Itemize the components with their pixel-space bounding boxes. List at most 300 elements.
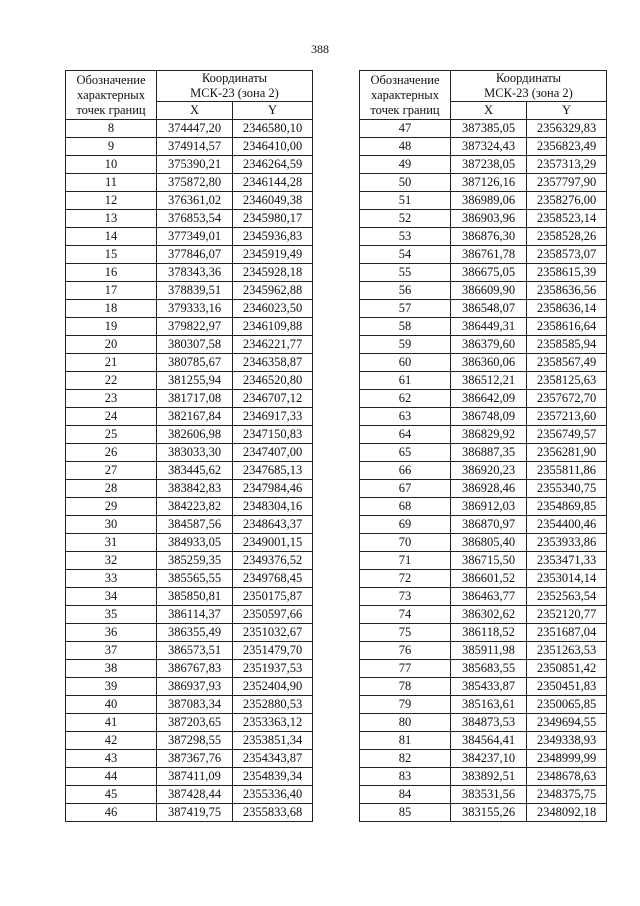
x-coordinate-cell: 386805,40 [451, 534, 527, 552]
y-coordinate-cell: 2358125,63 [527, 372, 607, 390]
point-id-cell: 44 [66, 768, 157, 786]
y-coordinate-cell: 2358276,00 [527, 192, 607, 210]
point-id-cell: 34 [66, 588, 157, 606]
table-row [360, 696, 607, 714]
x-coordinate-cell: 386989,06 [451, 192, 527, 210]
point-id-cell: 27 [66, 462, 157, 480]
x-column-header: X [157, 102, 233, 120]
table-body-right [360, 120, 607, 822]
table-row [66, 786, 313, 804]
point-id-cell: 22 [66, 372, 157, 390]
y-coordinate-cell: 2346520,80 [233, 372, 313, 390]
table-row [66, 642, 313, 660]
y-coordinate-cell: 2356749,57 [527, 426, 607, 444]
x-coordinate-cell: 387411,09 [157, 768, 233, 786]
y-coordinate-cell: 2345962,88 [233, 282, 313, 300]
point-id-cell: 36 [66, 624, 157, 642]
x-coordinate-cell: 380307,58 [157, 336, 233, 354]
x-coordinate-cell: 386449,31 [451, 318, 527, 336]
table-body-left [66, 120, 313, 822]
y-coordinate-cell: 2346410,00 [233, 138, 313, 156]
y-coordinate-cell: 2346580,10 [233, 120, 313, 138]
point-id-cell: 61 [360, 372, 451, 390]
table-row [360, 498, 607, 516]
x-coordinate-cell: 387203,65 [157, 714, 233, 732]
x-coordinate-cell: 384237,10 [451, 750, 527, 768]
table-row [360, 444, 607, 462]
table-row [360, 642, 607, 660]
table-row [360, 606, 607, 624]
point-id-cell: 29 [66, 498, 157, 516]
table-row [66, 750, 313, 768]
point-id-cell: 41 [66, 714, 157, 732]
y-coordinate-cell: 2346023,50 [233, 300, 313, 318]
table-row [66, 678, 313, 696]
point-id-cell: 62 [360, 390, 451, 408]
table-row [66, 444, 313, 462]
x-coordinate-cell: 386355,49 [157, 624, 233, 642]
y-coordinate-cell: 2354869,85 [527, 498, 607, 516]
y-coordinate-cell: 2347984,46 [233, 480, 313, 498]
x-coordinate-cell: 386748,09 [451, 408, 527, 426]
x-coordinate-cell: 387298,55 [157, 732, 233, 750]
table-row [360, 120, 607, 138]
coordinates-group-header [157, 71, 313, 102]
x-column-header: X [451, 102, 527, 120]
point-id-cell: 42 [66, 732, 157, 750]
x-coordinate-cell: 386601,52 [451, 570, 527, 588]
x-coordinate-cell: 382606,98 [157, 426, 233, 444]
y-coordinate-cell: 2349338,93 [527, 732, 607, 750]
table-row [360, 336, 607, 354]
point-id-cell: 8 [66, 120, 157, 138]
point-label-line-1: Обозначение [76, 72, 146, 87]
table-row [360, 732, 607, 750]
table-row [360, 300, 607, 318]
y-coordinate-cell: 2349768,45 [233, 570, 313, 588]
x-coordinate-cell: 385683,55 [451, 660, 527, 678]
table-row [360, 750, 607, 768]
x-coordinate-cell: 381255,94 [157, 372, 233, 390]
point-id-cell: 73 [360, 588, 451, 606]
y-coordinate-cell: 2346917,33 [233, 408, 313, 426]
table-row [66, 768, 313, 786]
table-row [360, 768, 607, 786]
x-coordinate-cell: 379822,97 [157, 318, 233, 336]
point-label-line-2: характерных [77, 87, 145, 102]
page-number: 388 [311, 42, 329, 56]
x-coordinate-cell: 386642,09 [451, 390, 527, 408]
table-row [66, 480, 313, 498]
point-id-cell: 52 [360, 210, 451, 228]
point-id-cell: 50 [360, 174, 451, 192]
coordinates-table-right [359, 70, 607, 822]
y-coordinate-cell: 2346358,87 [233, 354, 313, 372]
y-coordinate-cell: 2350175,87 [233, 588, 313, 606]
point-id-cell: 9 [66, 138, 157, 156]
y-coordinate-cell: 2358615,39 [527, 264, 607, 282]
point-id-cell: 56 [360, 282, 451, 300]
y-coordinate-cell: 2346264,59 [233, 156, 313, 174]
table-row [360, 678, 607, 696]
table-row [360, 714, 607, 732]
point-id-cell: 78 [360, 678, 451, 696]
point-label-line-1: Обозначение [370, 72, 440, 87]
x-coordinate-cell: 387367,76 [157, 750, 233, 768]
point-id-cell: 13 [66, 210, 157, 228]
coordinates-group-header [451, 71, 607, 102]
point-id-cell: 30 [66, 516, 157, 534]
y-coordinate-cell: 2352563,54 [527, 588, 607, 606]
point-id-cell: 54 [360, 246, 451, 264]
table-row [360, 480, 607, 498]
table-row [66, 246, 313, 264]
x-coordinate-cell: 379333,16 [157, 300, 233, 318]
point-id-cell: 11 [66, 174, 157, 192]
y-coordinate-cell: 2349001,15 [233, 534, 313, 552]
point-id-cell: 23 [66, 390, 157, 408]
table-row [360, 804, 607, 822]
table-row [360, 264, 607, 282]
x-coordinate-cell: 384933,05 [157, 534, 233, 552]
y-coordinate-cell: 2353851,34 [233, 732, 313, 750]
point-id-cell: 46 [66, 804, 157, 822]
y-coordinate-cell: 2345928,18 [233, 264, 313, 282]
y-coordinate-cell: 2352404,90 [233, 678, 313, 696]
table-row [360, 174, 607, 192]
table-row [66, 426, 313, 444]
point-id-cell: 55 [360, 264, 451, 282]
y-coordinate-cell: 2357672,70 [527, 390, 607, 408]
x-coordinate-cell: 387238,05 [451, 156, 527, 174]
table-row [66, 174, 313, 192]
table-row [66, 390, 313, 408]
x-coordinate-cell: 374914,57 [157, 138, 233, 156]
x-coordinate-cell: 386912,03 [451, 498, 527, 516]
y-coordinate-cell: 2356823,49 [527, 138, 607, 156]
table-row [360, 624, 607, 642]
y-coordinate-cell: 2355811,86 [527, 462, 607, 480]
x-coordinate-cell: 382167,84 [157, 408, 233, 426]
y-coordinate-cell: 2347150,83 [233, 426, 313, 444]
table-row [66, 660, 313, 678]
y-coordinate-cell: 2350597,66 [233, 606, 313, 624]
x-coordinate-cell: 383892,51 [451, 768, 527, 786]
point-id-cell: 72 [360, 570, 451, 588]
table-row [360, 660, 607, 678]
y-coordinate-cell: 2358616,64 [527, 318, 607, 336]
x-coordinate-cell: 378839,51 [157, 282, 233, 300]
table-row [66, 210, 313, 228]
point-label-line-3: точек границ [76, 102, 146, 117]
x-coordinate-cell: 384873,53 [451, 714, 527, 732]
y-coordinate-cell: 2345980,17 [233, 210, 313, 228]
x-coordinate-cell: 384587,56 [157, 516, 233, 534]
group-label-line-2: МСК-23 (зона 2) [190, 86, 279, 100]
point-id-cell: 66 [360, 462, 451, 480]
point-id-cell: 70 [360, 534, 451, 552]
x-coordinate-cell: 386114,37 [157, 606, 233, 624]
x-coordinate-cell: 386870,97 [451, 516, 527, 534]
y-coordinate-cell: 2354343,87 [233, 750, 313, 768]
x-coordinate-cell: 375390,21 [157, 156, 233, 174]
table-row [66, 138, 313, 156]
x-coordinate-cell: 385259,35 [157, 552, 233, 570]
table-row [66, 318, 313, 336]
table-row [66, 372, 313, 390]
x-coordinate-cell: 386903,96 [451, 210, 527, 228]
y-coordinate-cell: 2348375,75 [527, 786, 607, 804]
point-id-cell: 10 [66, 156, 157, 174]
point-label-line-3: точек границ [370, 102, 440, 117]
x-coordinate-cell: 385911,98 [451, 642, 527, 660]
x-coordinate-cell: 385565,55 [157, 570, 233, 588]
table-row [360, 570, 607, 588]
x-coordinate-cell: 376853,54 [157, 210, 233, 228]
point-id-cell: 21 [66, 354, 157, 372]
y-coordinate-cell: 2352880,53 [233, 696, 313, 714]
point-id-cell: 43 [66, 750, 157, 768]
y-coordinate-cell: 2345919,49 [233, 246, 313, 264]
x-coordinate-cell: 386715,50 [451, 552, 527, 570]
x-coordinate-cell: 386876,30 [451, 228, 527, 246]
y-coordinate-cell: 2351032,67 [233, 624, 313, 642]
y-coordinate-cell: 2358528,26 [527, 228, 607, 246]
y-coordinate-cell: 2348304,16 [233, 498, 313, 516]
point-id-cell: 37 [66, 642, 157, 660]
point-id-cell: 48 [360, 138, 451, 156]
point-id-cell: 85 [360, 804, 451, 822]
point-id-cell: 16 [66, 264, 157, 282]
x-coordinate-cell: 386920,23 [451, 462, 527, 480]
table-row [66, 498, 313, 516]
y-coordinate-cell: 2357213,60 [527, 408, 607, 426]
point-id-cell: 19 [66, 318, 157, 336]
table-row [360, 192, 607, 210]
y-coordinate-cell: 2352120,77 [527, 606, 607, 624]
table-row [66, 714, 313, 732]
y-coordinate-cell: 2345936,83 [233, 228, 313, 246]
table-row [66, 732, 313, 750]
x-coordinate-cell: 376361,02 [157, 192, 233, 210]
table-row [66, 120, 313, 138]
y-coordinate-cell: 2348643,37 [233, 516, 313, 534]
point-id-cell: 28 [66, 480, 157, 498]
y-coordinate-cell: 2350851,42 [527, 660, 607, 678]
point-id-cell: 65 [360, 444, 451, 462]
table-row [360, 534, 607, 552]
y-coordinate-cell: 2354839,34 [233, 768, 313, 786]
x-coordinate-cell: 385850,81 [157, 588, 233, 606]
x-coordinate-cell: 383033,30 [157, 444, 233, 462]
y-coordinate-cell: 2348092,18 [527, 804, 607, 822]
point-label-header [360, 71, 451, 120]
x-coordinate-cell: 377846,07 [157, 246, 233, 264]
point-id-cell: 33 [66, 570, 157, 588]
y-coordinate-cell: 2354400,46 [527, 516, 607, 534]
x-coordinate-cell: 386937,93 [157, 678, 233, 696]
point-id-cell: 77 [360, 660, 451, 678]
y-coordinate-cell: 2358523,14 [527, 210, 607, 228]
table-row [360, 588, 607, 606]
point-id-cell: 59 [360, 336, 451, 354]
coordinates-table-left [65, 70, 313, 822]
x-coordinate-cell: 386767,83 [157, 660, 233, 678]
y-coordinate-cell: 2353933,86 [527, 534, 607, 552]
table-row [360, 390, 607, 408]
point-id-cell: 24 [66, 408, 157, 426]
x-coordinate-cell: 383155,26 [451, 804, 527, 822]
table-row [360, 210, 607, 228]
point-id-cell: 84 [360, 786, 451, 804]
y-coordinate-cell: 2358573,07 [527, 246, 607, 264]
table-row [66, 534, 313, 552]
y-coordinate-cell: 2348999,99 [527, 750, 607, 768]
point-id-cell: 39 [66, 678, 157, 696]
point-id-cell: 83 [360, 768, 451, 786]
x-coordinate-cell: 386761,78 [451, 246, 527, 264]
point-id-cell: 58 [360, 318, 451, 336]
x-coordinate-cell: 386302,62 [451, 606, 527, 624]
point-id-cell: 75 [360, 624, 451, 642]
y-coordinate-cell: 2358636,14 [527, 300, 607, 318]
table-row [360, 246, 607, 264]
point-id-cell: 79 [360, 696, 451, 714]
group-label-line-2: МСК-23 (зона 2) [484, 86, 573, 100]
point-id-cell: 17 [66, 282, 157, 300]
point-id-cell: 25 [66, 426, 157, 444]
x-coordinate-cell: 387385,05 [451, 120, 527, 138]
y-coordinate-cell: 2349694,55 [527, 714, 607, 732]
point-id-cell: 38 [66, 660, 157, 678]
group-label-line-1: Координаты [201, 71, 268, 85]
x-coordinate-cell: 386463,77 [451, 588, 527, 606]
x-coordinate-cell: 386548,07 [451, 300, 527, 318]
table-row [66, 282, 313, 300]
point-id-cell: 69 [360, 516, 451, 534]
y-coordinate-cell: 2347685,13 [233, 462, 313, 480]
point-label-line-2: характерных [371, 87, 439, 102]
point-id-cell: 76 [360, 642, 451, 660]
point-id-cell: 51 [360, 192, 451, 210]
point-id-cell: 74 [360, 606, 451, 624]
point-id-cell: 12 [66, 192, 157, 210]
y-coordinate-cell: 2353471,33 [527, 552, 607, 570]
point-id-cell: 63 [360, 408, 451, 426]
table-row [66, 336, 313, 354]
table-row [66, 552, 313, 570]
y-coordinate-cell: 2350065,85 [527, 696, 607, 714]
table-row [66, 264, 313, 282]
x-coordinate-cell: 380785,67 [157, 354, 233, 372]
y-coordinate-cell: 2356329,83 [527, 120, 607, 138]
y-coordinate-cell: 2346707,12 [233, 390, 313, 408]
y-coordinate-cell: 2358636,56 [527, 282, 607, 300]
y-column-header: Y [527, 102, 607, 120]
y-coordinate-cell: 2355833,68 [233, 804, 313, 822]
x-coordinate-cell: 384223,82 [157, 498, 233, 516]
x-coordinate-cell: 386379,60 [451, 336, 527, 354]
y-coordinate-cell: 2351937,53 [233, 660, 313, 678]
y-coordinate-cell: 2356281,90 [527, 444, 607, 462]
x-coordinate-cell: 385433,87 [451, 678, 527, 696]
x-coordinate-cell: 387419,75 [157, 804, 233, 822]
y-coordinate-cell: 2346144,28 [233, 174, 313, 192]
y-coordinate-cell: 2347407,00 [233, 444, 313, 462]
point-id-cell: 82 [360, 750, 451, 768]
point-id-cell: 49 [360, 156, 451, 174]
point-id-cell: 71 [360, 552, 451, 570]
table-row [66, 156, 313, 174]
x-coordinate-cell: 387083,34 [157, 696, 233, 714]
table-row [360, 138, 607, 156]
group-label-line-1: Координаты [495, 71, 562, 85]
point-label-header [66, 71, 157, 120]
y-coordinate-cell: 2353014,14 [527, 570, 607, 588]
table-row [66, 624, 313, 642]
x-coordinate-cell: 387324,43 [451, 138, 527, 156]
x-coordinate-cell: 378343,36 [157, 264, 233, 282]
table-row [66, 804, 313, 822]
table-row [360, 282, 607, 300]
y-coordinate-cell: 2358585,94 [527, 336, 607, 354]
table-row [66, 606, 313, 624]
table-row [360, 318, 607, 336]
point-id-cell: 47 [360, 120, 451, 138]
point-id-cell: 18 [66, 300, 157, 318]
point-id-cell: 31 [66, 534, 157, 552]
table-row [360, 462, 607, 480]
point-id-cell: 67 [360, 480, 451, 498]
y-coordinate-cell: 2355340,75 [527, 480, 607, 498]
x-coordinate-cell: 386118,52 [451, 624, 527, 642]
point-id-cell: 64 [360, 426, 451, 444]
y-coordinate-cell: 2351263,53 [527, 642, 607, 660]
x-coordinate-cell: 386512,21 [451, 372, 527, 390]
point-id-cell: 60 [360, 354, 451, 372]
y-coordinate-cell: 2353363,12 [233, 714, 313, 732]
y-coordinate-cell: 2348678,63 [527, 768, 607, 786]
x-coordinate-cell: 386360,06 [451, 354, 527, 372]
y-coordinate-cell: 2346109,88 [233, 318, 313, 336]
x-coordinate-cell: 383531,56 [451, 786, 527, 804]
table-row [66, 570, 313, 588]
x-coordinate-cell: 386609,90 [451, 282, 527, 300]
table-row [66, 462, 313, 480]
x-coordinate-cell: 383842,83 [157, 480, 233, 498]
x-coordinate-cell: 381717,08 [157, 390, 233, 408]
y-coordinate-cell: 2358567,49 [527, 354, 607, 372]
table-row [66, 228, 313, 246]
point-id-cell: 15 [66, 246, 157, 264]
table-row [360, 372, 607, 390]
table-row [360, 354, 607, 372]
table-row [360, 156, 607, 174]
table-row [360, 516, 607, 534]
table-row [66, 192, 313, 210]
y-coordinate-cell: 2346221,77 [233, 336, 313, 354]
point-id-cell: 81 [360, 732, 451, 750]
x-coordinate-cell: 387126,16 [451, 174, 527, 192]
table-row [66, 696, 313, 714]
table-row [360, 786, 607, 804]
y-coordinate-cell: 2357313,29 [527, 156, 607, 174]
point-id-cell: 35 [66, 606, 157, 624]
table-row [66, 516, 313, 534]
table-row [66, 354, 313, 372]
x-coordinate-cell: 374447,20 [157, 120, 233, 138]
y-coordinate-cell: 2349376,52 [233, 552, 313, 570]
